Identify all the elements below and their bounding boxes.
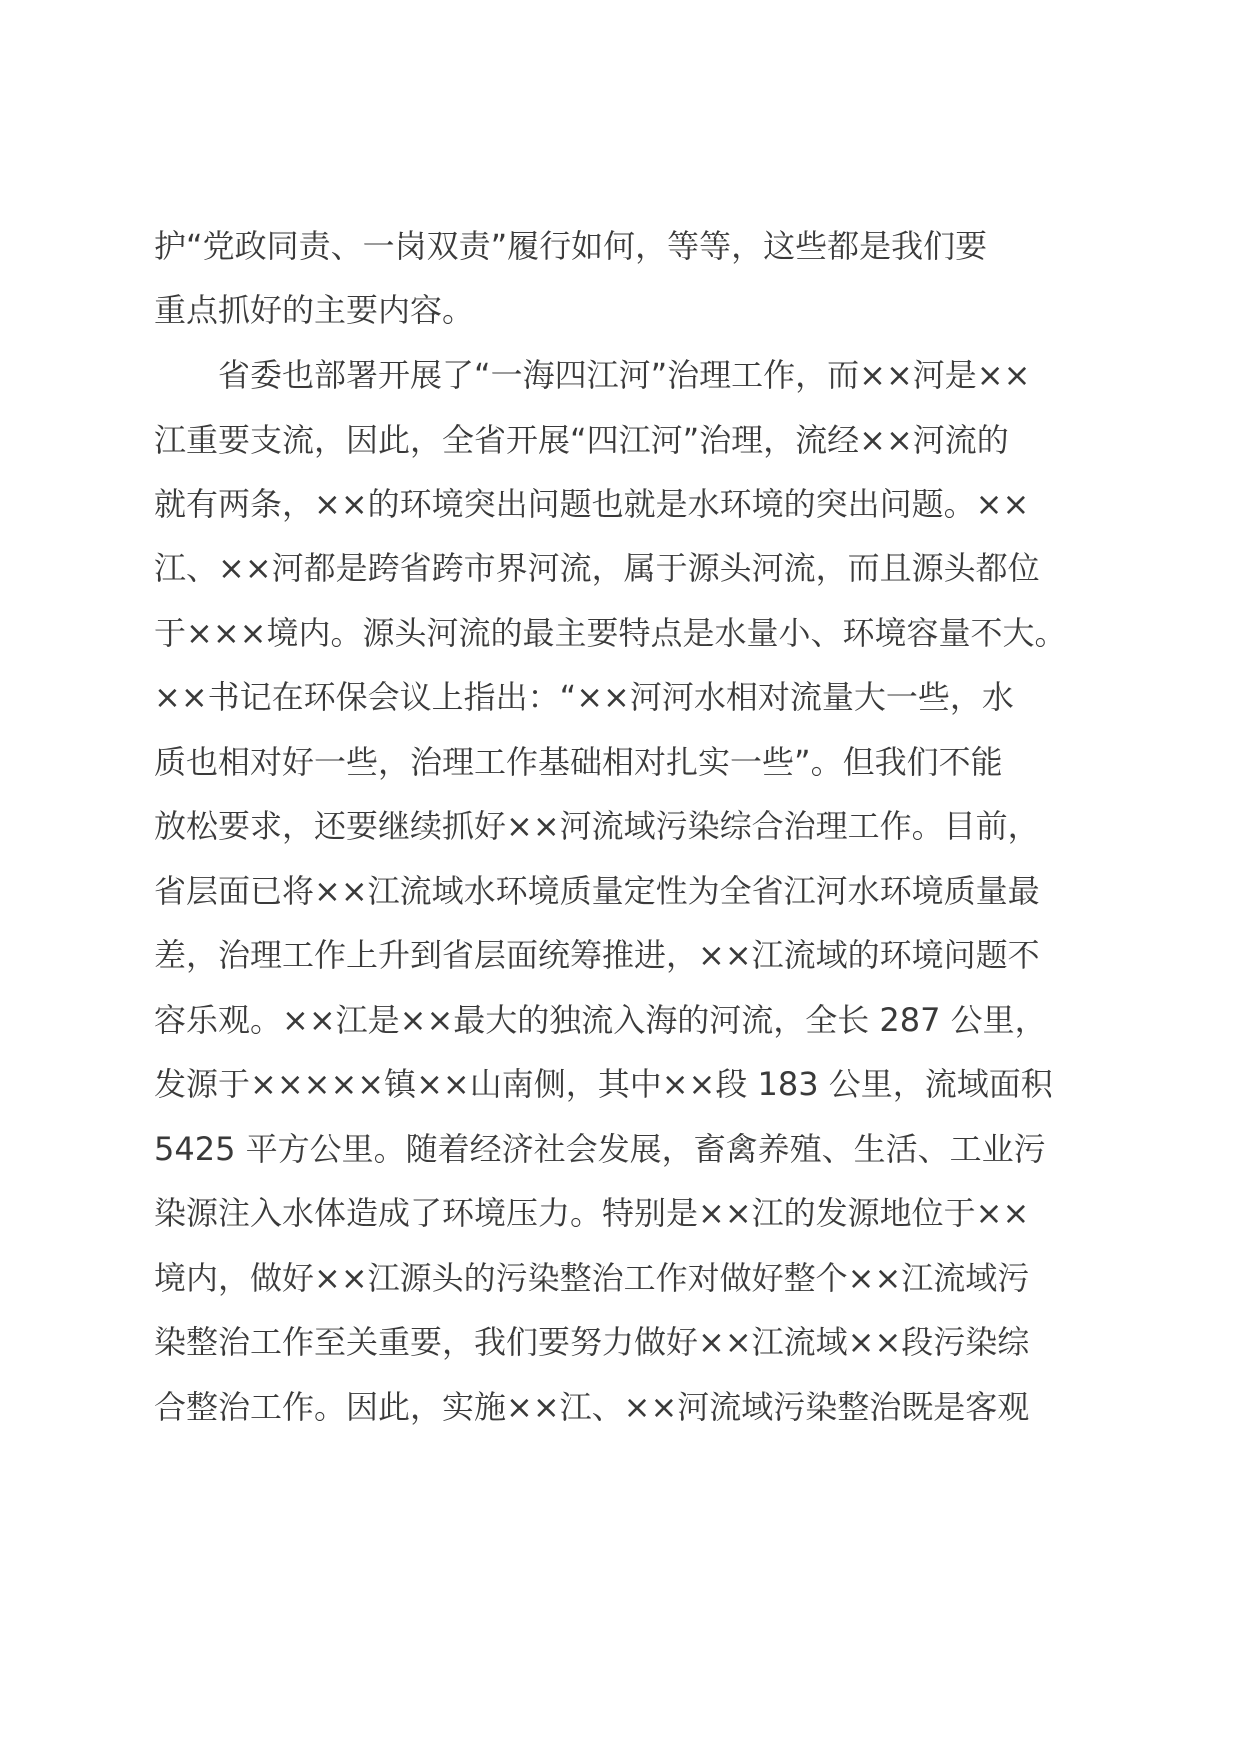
text-line: 境内，做好××江源头的污染整治工作对做好整个××江流域污 — [154, 1259, 1030, 1297]
text-line: 发源于×××××镇××山南侧，其中××段 183 公里，流域面积 — [154, 1065, 1053, 1103]
text-line: 于×××境内。源头河流的最主要特点是水量小、环境容量不大。 — [154, 614, 1067, 652]
text-line: 差，治理工作上升到省层面统筹推进，××江流域的环境问题不 — [154, 936, 1040, 974]
text-line: 省委也部署开展了“一海四江河”治理工作，而××河是×× — [154, 356, 1031, 394]
text-line: 质也相对好一些，治理工作基础相对扎实一些”。但我们不能 — [154, 743, 1003, 781]
text-line: 染源注入水体造成了环境压力。特别是××江的发源地位于×× — [154, 1194, 1030, 1232]
text-line: 江、××河都是跨省跨市界河流，属于源头河流，而且源头都位 — [154, 549, 1040, 587]
text-line: 重点抓好的主要内容。 — [154, 291, 475, 329]
text-line: 护“党政同责、一岗双责”履行如何，等等，这些都是我们要 — [154, 227, 988, 265]
text-line: 就有两条，××的环境突出问题也就是水环境的突出问题。×× — [154, 485, 1030, 523]
text-line: 放松要求，还要继续抓好××河流域污染综合治理工作。目前， — [154, 807, 1040, 845]
text-line: ××书记在环保会议上指出：“××河河水相对流量大一些，水 — [154, 678, 1014, 716]
text-line: 容乐观。××江是××最大的独流入海的河流，全长 287 公里， — [154, 1001, 1047, 1039]
text-line: 合整治工作。因此，实施××江、××河流域污染整治既是客观 — [154, 1388, 1030, 1426]
text-line: 省层面已将××江流域水环境质量定性为全省江河水环境质量最 — [154, 872, 1040, 910]
text-line: 染整治工作至关重要，我们要努力做好××江流域××段污染综 — [154, 1323, 1030, 1361]
text-line: 5425 平方公里。随着经济社会发展，畜禽养殖、生活、工业污 — [154, 1130, 1046, 1168]
text-line: 江重要支流，因此，全省开展“四江河”治理，流经××河流的 — [154, 421, 1009, 459]
